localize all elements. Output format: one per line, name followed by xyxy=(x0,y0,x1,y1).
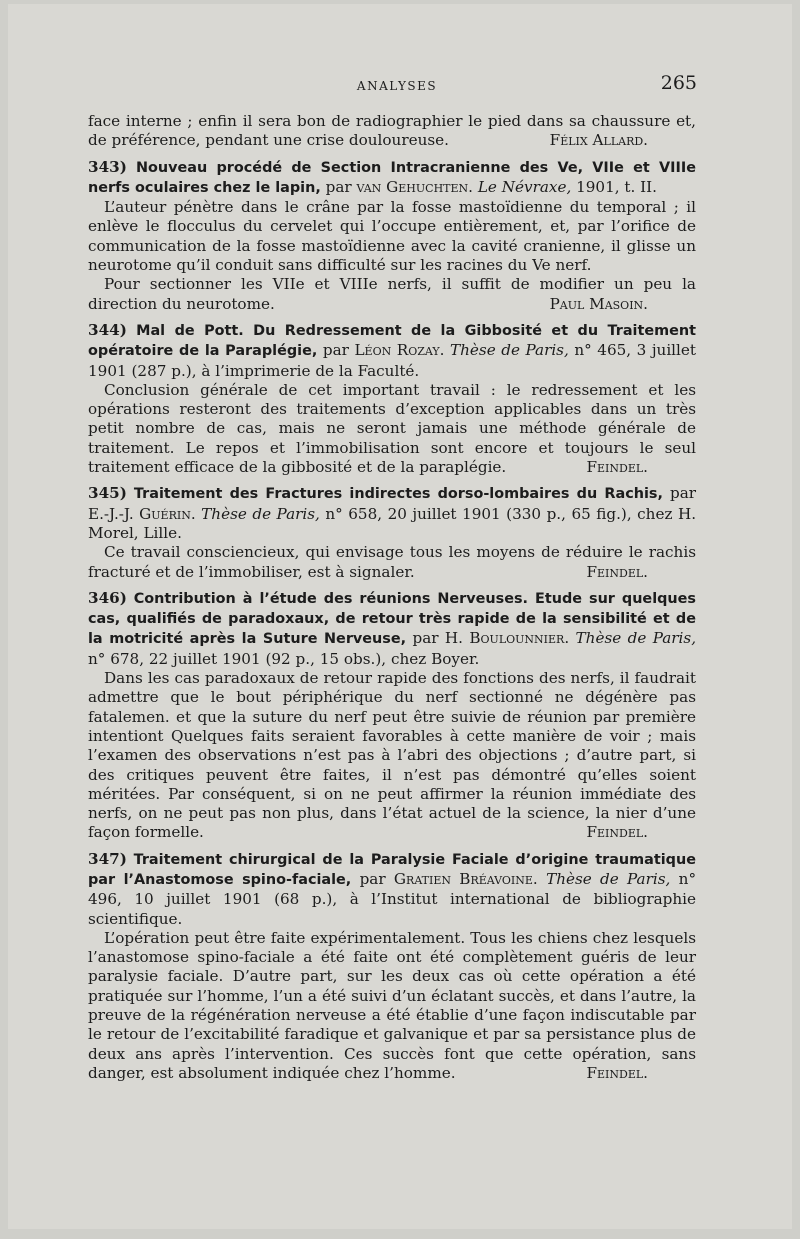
running-title: ANALYSES xyxy=(356,79,438,93)
entry-reference-details: 1901, t. II. xyxy=(576,177,658,196)
entries-list xyxy=(88,158,696,1084)
entry-by: par xyxy=(322,341,349,360)
entry-author: Guérin. xyxy=(139,504,196,523)
entry-heading xyxy=(88,321,696,381)
entry-title: Traitement chirurgical de la Paralysie Faciale d’origine traumatique par l’Anastomose spino-faciale, xyxy=(88,851,696,888)
entry-paragraph-text: Pour sectionner les VIIe et VIIIe nerfs, il suffit de modifier un peu la direction du neurotome. xyxy=(88,275,696,313)
entry-author: Léon Rozay. xyxy=(354,341,445,360)
page-number: 265 xyxy=(660,72,697,94)
entry-heading xyxy=(88,589,696,669)
entry-reference: Thèse de Paris, xyxy=(575,629,697,648)
entry-author: van Gehuchten. xyxy=(356,177,473,196)
entry-paragraph-text: Conclusion générale de cet important travail : le redressement et les opérations resteront des traitements d’exception applicables dans un très petit nombre de cas, mais ne seront jamais une méthode générale de traitement. Le repos et l’immobilisation sont encore et toujours le seul traitement efficace de la gibbosité et de la paraplégie. xyxy=(88,380,696,477)
entry-title: Mal de Pott. Du Redressement de la Gibbosité et du Traitement opératoire de la Paraplégie, xyxy=(88,322,696,360)
page-header xyxy=(97,72,697,102)
entry-title: Nouveau procédé de Section Intracranienne des Ve, VIIe et VIIIe nerfs oculaires chez le lapin, xyxy=(88,159,696,196)
abstract-entry xyxy=(88,484,696,581)
entry-reference-details: n° 496, 10 juillet 1901 (68 p.), à l’Institut international de bibliographie scientifique. xyxy=(88,869,697,928)
entry-paragraph-text: Ce travail consciencieux, qui envisage tous les moyens de réduire le rachis fracturé et de l’immobiliser, est à signaler. xyxy=(88,543,696,581)
entry-paragraph xyxy=(88,929,696,1083)
entry-by: par H. xyxy=(412,629,463,648)
entry-title: Traitement des Fractures indirectes dorso-lombaires du Rachis, xyxy=(133,486,663,503)
entry-paragraph xyxy=(88,669,696,843)
entry-reference-details: n° 658, 20 juillet 1901 (330 p., 65 fig.), chez H. Morel, Lille. xyxy=(88,504,697,542)
entry-paragraph xyxy=(88,543,696,582)
entry-paragraph-text: Dans les cas paradoxaux de retour rapide des fonctions des nerfs, il faudrait admettre que le bout périphérique du nerf sectionné ne dégénère pas fatalemen. et que la suture du nerf peut être suivie de réunion par première intentiont Quelques faits seraient favorables à cette manière de voir ; mais l’examen des observations n’est pas à l’abri des objections ; d’autre part, si des critiques peuvent être faites, il n’est pas démontré qu’elles soient méritées. Par conséquent, si on ne peut affirmer la réunion immédiate des nerfs, on ne peut pas non plus, dans l’état actuel de la science, la nier d’une façon formelle. xyxy=(88,669,696,842)
abstract-entry xyxy=(88,850,696,1084)
entry-reference: Thèse de Paris, xyxy=(201,504,320,523)
entry-number: 344) xyxy=(88,320,127,339)
entry-author: Gratien Bréavoine. xyxy=(393,869,538,888)
continuation-paragraph xyxy=(88,112,696,151)
entry-reference-details: n° 678, 22 juillet 1901 (92 p., 15 obs.), chez Boyer. xyxy=(88,649,480,668)
entry-number: 346) xyxy=(88,588,127,607)
entry-reference: Thèse de Paris, xyxy=(450,341,569,360)
entry-heading xyxy=(88,158,696,199)
entry-number: 345) xyxy=(88,484,127,503)
entry-heading xyxy=(88,484,696,543)
continuation-text: face interne ; enfin il sera bon de radiographier le pied dans sa chaussure et, de préférence, pendant une crise douloureuse. xyxy=(88,112,696,150)
entry-number: 347) xyxy=(88,849,127,868)
entry-heading xyxy=(88,850,696,929)
entry-reference-details: n° 465, 3 juillet 1901 (287 p.), à l’imprimerie de la Faculté. xyxy=(88,341,696,380)
entry-paragraph-text: L’opération peut être faite expérimentalement. Tous les chiens chez lesquels l’anastomose spino-faciale a été faite ont été complètement guéris de leur paralysie faciale. D’autre part, sur les deux cas où cette opération a été pratiquée sur l’homme, l’un a été suivi d’un éclatant succès, et dans l’autre, la preuve de la régénération nerveuse a été établie d’une façon indiscutable par le retour de l’excitabilité faradique et galvanique et par sa persistance plus de deux ans après l’intervention. Ces succès font que cette opération, sans danger, est absolument indiquée chez l’homme. xyxy=(88,928,696,1082)
entry-paragraph xyxy=(88,275,696,314)
abstract-entry xyxy=(88,321,696,477)
entry-by: par E.-J.-J. xyxy=(88,484,697,523)
entry-paragraph xyxy=(88,198,696,275)
entry-paragraph-text: L’auteur pénètre dans le crâne par la fosse mastoïdienne du temporal ; il enlève le flocculus du cervelet qui l’occupe entièrement, et, par l’orifice de communication de la fosse mastoïdienne avec la cavité cranienne, il glisse un neurotome qu’il conduit sans difficulté sur les racines du Ve nerf. xyxy=(88,198,696,275)
entry-by: par xyxy=(325,177,352,196)
entry-number: 343) xyxy=(88,157,127,176)
entry-author: Boulounnier. xyxy=(469,629,570,648)
signature: Feindel. xyxy=(586,458,648,477)
abstract-entry xyxy=(88,589,696,843)
signature: Paul Masoin. xyxy=(549,294,648,313)
signature: Feindel. xyxy=(586,823,648,842)
entry-reference: Thèse de Paris, xyxy=(546,869,671,888)
entry-title: Contribution à l’étude des réunions Nerveuses. Etude sur quelques cas, qualifiés de paradoxaux, de retour très rapide de la sensibilité et de la motricité après la Suture Nerveuse, xyxy=(88,590,697,648)
signature: Félix Allard. xyxy=(549,131,648,150)
entry-reference: Le Névraxe, xyxy=(477,177,572,196)
abstract-entry xyxy=(88,158,696,314)
signature: Feindel. xyxy=(586,562,648,581)
entry-by: par xyxy=(359,869,386,888)
entry-paragraph xyxy=(88,381,696,477)
signature: Feindel. xyxy=(586,1063,648,1082)
page-body xyxy=(88,112,696,1083)
book-page xyxy=(8,4,792,1229)
